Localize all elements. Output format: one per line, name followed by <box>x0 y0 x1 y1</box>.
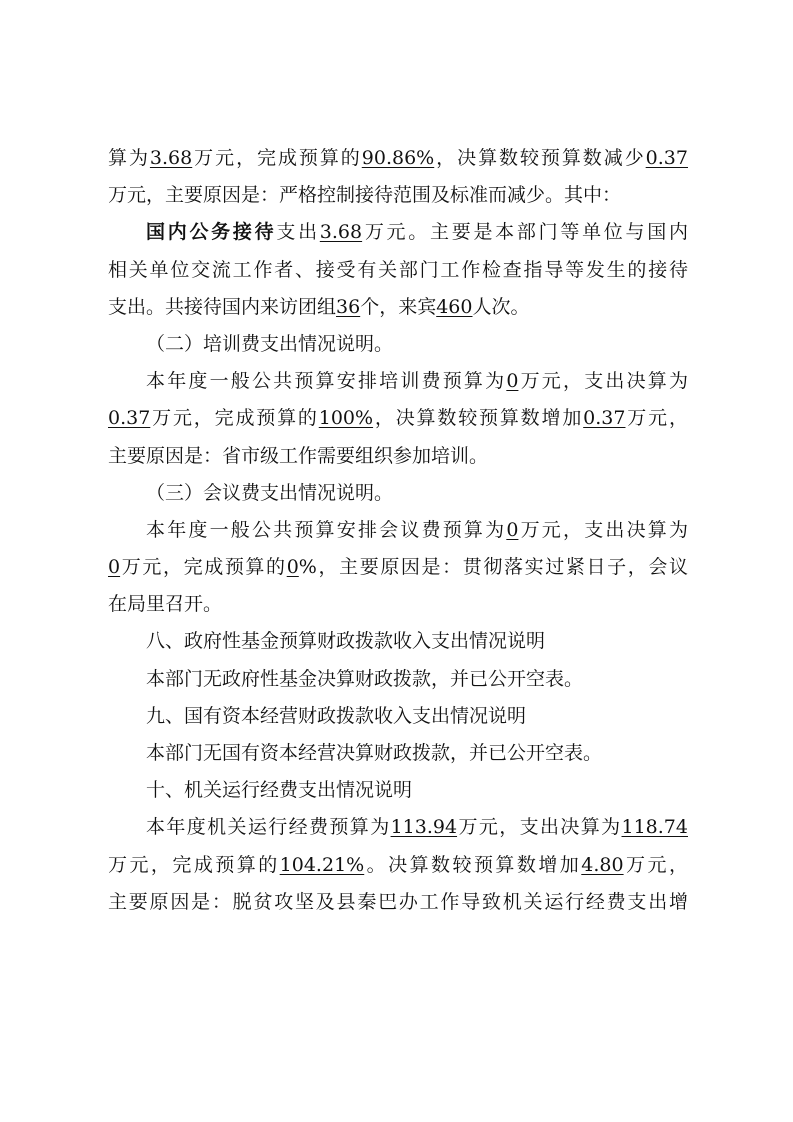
text-line <box>108 512 688 549</box>
text-run: 本年度一般公共预算安排培训费预算为 <box>146 370 507 393</box>
text-run: 支出 <box>276 221 320 244</box>
underlined-value: 0 <box>286 556 299 579</box>
text-line <box>108 884 688 921</box>
text-run: 万元，支出决算为 <box>457 816 622 839</box>
text-run: 万元，完成预算的 <box>108 853 280 876</box>
section-heading <box>108 623 688 660</box>
text-run: 万元， <box>625 407 688 430</box>
text-run: 万元，支出决算为 <box>518 370 688 393</box>
text-line <box>108 140 688 177</box>
text-line <box>108 586 688 623</box>
underlined-value: 113.94 <box>390 816 458 839</box>
underlined-value: 460 <box>436 295 473 318</box>
text-line <box>108 214 688 251</box>
text-run: 万元， <box>623 853 688 876</box>
text-run: 在局里召开。 <box>108 593 223 616</box>
heading-text: 八、政府性基金预算财政拨款收入支出情况说明 <box>146 630 546 653</box>
text-line <box>108 735 688 772</box>
text-line <box>108 177 688 214</box>
underlined-value: 3.68 <box>149 147 193 169</box>
underlined-value: 0.37 <box>645 147 688 169</box>
text-run: 主要原因是：省市级工作需要组织参加培训。 <box>108 444 489 467</box>
underlined-value: 0 <box>506 518 519 541</box>
section-heading <box>108 698 688 735</box>
underlined-value: 0 <box>506 370 519 393</box>
text-run: 本部门无政府性基金决算财政拨款，并已公开空表。 <box>146 667 584 690</box>
text-run: 相关单位交流工作者、接受有关部门工作检查指导等发生的接待 <box>108 258 688 281</box>
text-run: 支出。共接待国内来访团组 <box>108 295 337 318</box>
section-heading <box>108 772 688 809</box>
text-run: 主要原因是：脱贫攻坚及县秦巴办工作导致机关运行经费支出增 <box>108 890 688 913</box>
text-run: 本年度机关运行经费预算为 <box>146 816 391 839</box>
text-run: ，决算数较预算数增加 <box>373 407 584 430</box>
text-run: 。决算数较预算数增加 <box>364 853 582 876</box>
text-run: 万元，完成预算的 <box>150 407 319 430</box>
section-subheading <box>108 326 688 363</box>
text-run: 万元，主要原因是：严格控制接待范围及标准而减少。其中： <box>108 184 622 207</box>
bold-term: 国内公务接待 <box>146 221 277 244</box>
text-run: 万元，完成预算的 <box>192 147 362 169</box>
text-run: 万元，支出决算为 <box>518 518 688 541</box>
text-run: 万元。主要是本部门等单位与国内 <box>362 221 688 244</box>
heading-text: 十、机关运行经费支出情况说明 <box>146 779 413 802</box>
underlined-value: 3.68 <box>319 221 363 244</box>
text-run: 人次。 <box>472 295 530 318</box>
text-run: 算为 <box>108 147 150 169</box>
underlined-value: 36 <box>336 295 361 318</box>
text-run: 个，来宾 <box>360 295 437 318</box>
text-run: 本部门无国有资本经营决算财政拨款，并已公开空表。 <box>146 742 603 764</box>
underlined-value: 0.37 <box>583 407 626 430</box>
underlined-value: 100% <box>318 407 374 430</box>
text-line <box>108 809 688 846</box>
underlined-value: 4.80 <box>581 853 624 876</box>
heading-text: 九、国有资本经营财政拨款收入支出情况说明 <box>146 704 527 727</box>
underlined-value: 90.86% <box>361 147 435 169</box>
text-line <box>108 438 688 475</box>
text-run: ，决算数较预算数减少 <box>434 147 646 169</box>
text-run: 万元，完成预算的 <box>120 556 287 579</box>
text-line <box>108 661 688 698</box>
underlined-value: 104.21% <box>279 853 365 876</box>
text-run: %，主要原因是：贯彻落实过紧日子，会议 <box>298 556 688 579</box>
underlined-value: 0.37 <box>108 407 151 430</box>
section-subheading <box>108 475 688 512</box>
text-run: 本年度一般公共预算安排会议费预算为 <box>146 518 507 541</box>
text-line <box>108 549 688 586</box>
text-line <box>108 400 688 437</box>
text-line <box>108 847 688 884</box>
text-line <box>108 289 688 326</box>
underlined-value: 118.74 <box>621 816 688 839</box>
document-page <box>108 140 688 921</box>
text-run: （二）培训费支出情况说明。 <box>146 332 394 355</box>
text-line <box>108 363 688 400</box>
text-run: （三）会议费支出情况说明。 <box>146 481 394 504</box>
underlined-value: 0 <box>108 556 121 579</box>
text-line <box>108 252 688 289</box>
